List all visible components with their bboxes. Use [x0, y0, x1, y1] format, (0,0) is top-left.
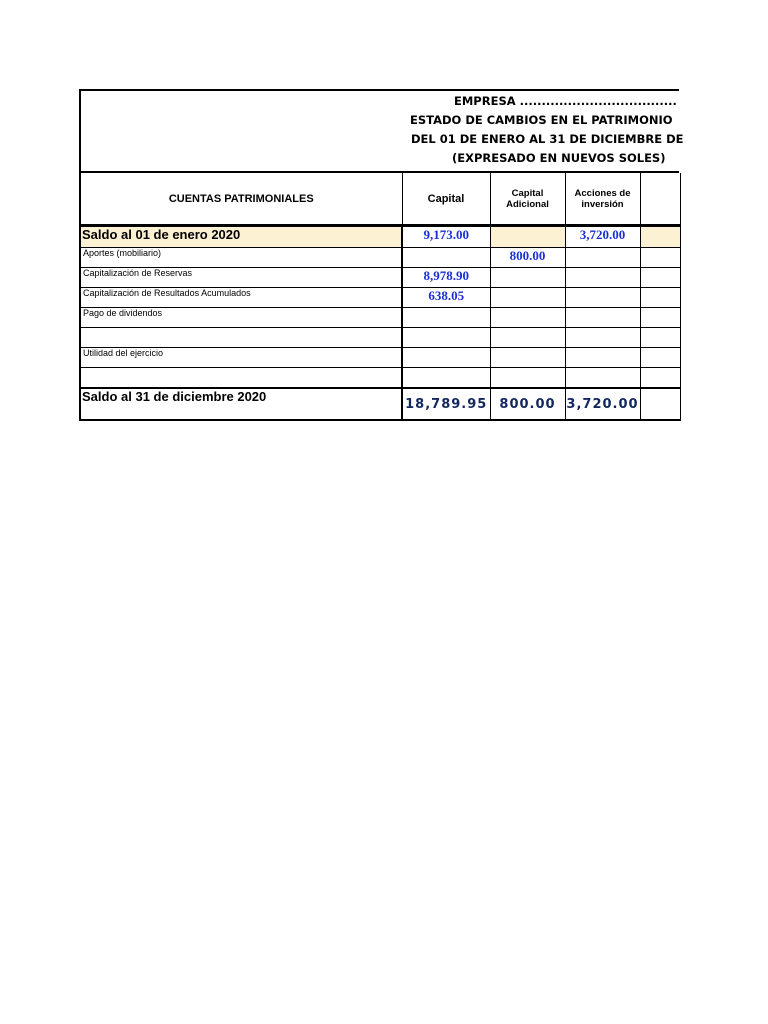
- total-capital-adicional: 800.00: [490, 388, 565, 420]
- cell-capital-adicional: 800.00: [490, 248, 565, 268]
- cell-capital: [402, 308, 490, 328]
- table-row: [80, 368, 680, 389]
- cell-capital-adicional: [490, 348, 565, 368]
- cell-overflow: [640, 368, 680, 389]
- cell-overflow: [640, 288, 680, 308]
- spreadsheet-viewport: [79, 89, 684, 414]
- cell-overflow: [640, 328, 680, 348]
- cell-capital-adicional: [490, 268, 565, 288]
- cell-capital: [402, 248, 490, 268]
- total-row: [80, 388, 680, 420]
- currency-note: (EXPRESADO EN NUEVOS SOLES): [452, 151, 666, 165]
- row-label: Utilidad del ejercicio: [80, 348, 402, 368]
- cell-overflow: [640, 248, 680, 268]
- statement-period: DEL 01 DE ENERO AL 31 DE DICIEMBRE DE: [411, 132, 684, 146]
- statement-title: ESTADO DE CAMBIOS EN EL PATRIMONIO: [410, 113, 673, 127]
- cell-capital: [402, 368, 490, 389]
- cell-capital-adicional: [490, 226, 565, 248]
- cell-capital: [402, 348, 490, 368]
- table-row: [80, 288, 680, 308]
- cell-overflow: [640, 226, 680, 248]
- cell-capital-adicional: [490, 288, 565, 308]
- cell-overflow: [640, 348, 680, 368]
- cell-acciones: [565, 348, 640, 368]
- equity-table: [79, 173, 681, 421]
- total-overflow: [640, 388, 680, 420]
- cell-capital-adicional: [490, 328, 565, 348]
- table-row: [80, 268, 680, 288]
- row-label: Aportes (mobiliario): [80, 248, 402, 268]
- total-label: Saldo al 31 de diciembre 2020: [80, 388, 402, 420]
- header-acciones: Acciones de inversión: [565, 173, 640, 226]
- cell-capital: 8,978.90: [402, 268, 490, 288]
- table-row: [80, 348, 680, 368]
- cell-acciones: [565, 368, 640, 389]
- row-label: [80, 368, 402, 389]
- table-row: [80, 226, 680, 248]
- company-line: EMPRESA ....................................: [454, 94, 677, 108]
- total-acciones: 3,720.00: [565, 388, 640, 420]
- row-label: Capitalización de Resultados Acumulados: [80, 288, 402, 308]
- statement-header: [79, 89, 684, 173]
- header-capital: Capital: [402, 173, 490, 226]
- row-label: Pago de dividendos: [80, 308, 402, 328]
- header-capital-adicional: Capital Adicional: [490, 173, 565, 226]
- table-row: [80, 248, 680, 268]
- cell-capital: 638.05: [402, 288, 490, 308]
- cell-acciones: 3,720.00: [565, 226, 640, 248]
- row-label: [80, 328, 402, 348]
- cell-acciones: [565, 288, 640, 308]
- cell-capital: [402, 328, 490, 348]
- header-overflow: [640, 173, 680, 226]
- cell-acciones: [565, 248, 640, 268]
- row-label: Saldo al 01 de enero 2020: [80, 226, 402, 248]
- column-header-row: [80, 173, 680, 226]
- cell-acciones: [565, 308, 640, 328]
- cell-capital-adicional: [490, 308, 565, 328]
- cell-acciones: [565, 328, 640, 348]
- cell-overflow: [640, 268, 680, 288]
- cell-acciones: [565, 268, 640, 288]
- header-cuentas: CUENTAS PATRIMONIALES: [80, 173, 402, 226]
- row-label: Capitalización de Reservas: [80, 268, 402, 288]
- cell-overflow: [640, 308, 680, 328]
- table-row: [80, 328, 680, 348]
- cell-capital-adicional: [490, 368, 565, 389]
- total-capital: 18,789.95: [402, 388, 490, 420]
- cell-capital: 9,173.00: [402, 226, 490, 248]
- statement-frame: [79, 89, 684, 421]
- table-row: [80, 308, 680, 328]
